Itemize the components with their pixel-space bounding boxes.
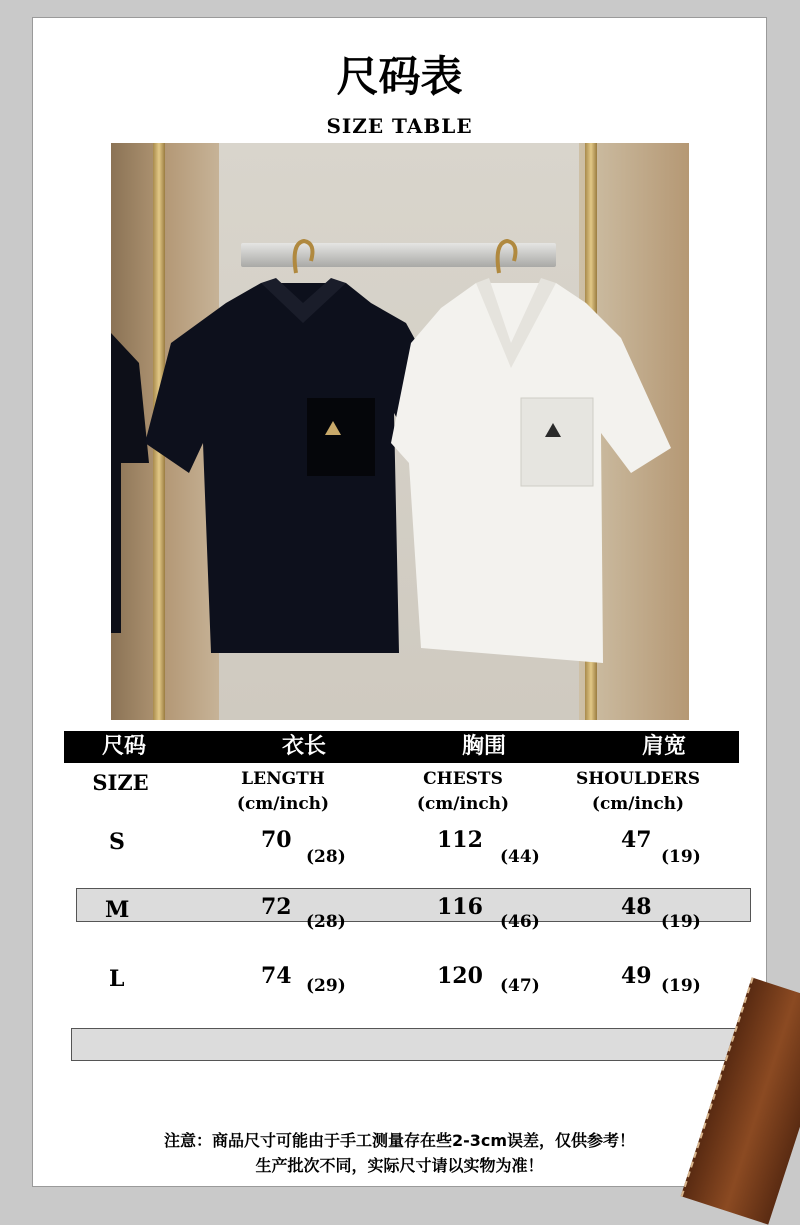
length-inch-cell: (28) [306,847,346,867]
shoulder-cell: 49 [621,963,652,989]
size-cell: S [109,829,125,855]
size-chart-page [32,17,767,1187]
empty-row-box [71,1028,745,1061]
length-cell: 70 [261,827,292,853]
subheader-chests: CHESTS [423,769,503,789]
chest-inch-cell: (46) [500,912,540,932]
length-cell: 74 [261,963,292,989]
chest-cell: 120 [437,963,483,989]
chest-inch-cell: (44) [500,847,540,867]
chest-inch-cell: (47) [500,976,540,996]
shoulder-cell: 47 [621,827,652,853]
shoulder-inch-cell: (19) [661,976,701,996]
shoulder-cell: 48 [621,894,652,920]
chest-cell: 116 [437,894,483,920]
length-cell: 72 [261,894,292,920]
length-inch-cell: (28) [306,912,346,932]
hook-right [498,241,516,273]
batch-note: 生产批次不同，实际尺寸请以实物为准！ [255,1156,544,1175]
length-inch-cell: (29) [306,976,346,996]
subheader-chests-unit: (cm/inch) [416,794,510,814]
page-title-en: SIZE TABLE [326,114,473,138]
subheader-shoulders: SHOULDERS [575,769,701,789]
hook-left [295,241,313,273]
white-shirt-pocket [521,398,593,486]
header-length-cn: 衣长 [281,734,326,759]
polo-shirts-illustration [111,143,689,720]
size-cell: M [105,897,130,923]
shoulder-inch-cell: (19) [661,847,701,867]
page-title-cn: 尺码表 [336,52,463,101]
measurement-note: 注意：商品尺寸可能由于手工测量存在些2-3cm误差，仅供参考！ [163,1131,636,1150]
subheader-shoulders-unit: (cm/inch) [591,794,685,814]
black-shirt-pocket [307,398,375,476]
header-shoulder-cn: 肩宽 [641,734,686,759]
shoulder-inch-cell: (19) [661,912,701,932]
subheader-length-unit: (cm/inch) [236,794,330,814]
chest-cell: 112 [437,827,483,853]
table-header-bar [64,731,739,763]
product-photo [111,143,689,720]
subheader-length: LENGTH [241,769,325,789]
partial-black-shirt [111,333,149,633]
header-size-cn: 尺码 [101,734,146,759]
subheader-size: SIZE [92,770,149,795]
leather-strap-decoration [681,977,800,1224]
header-chest-cn: 胸围 [461,734,506,759]
size-cell: L [109,966,125,992]
